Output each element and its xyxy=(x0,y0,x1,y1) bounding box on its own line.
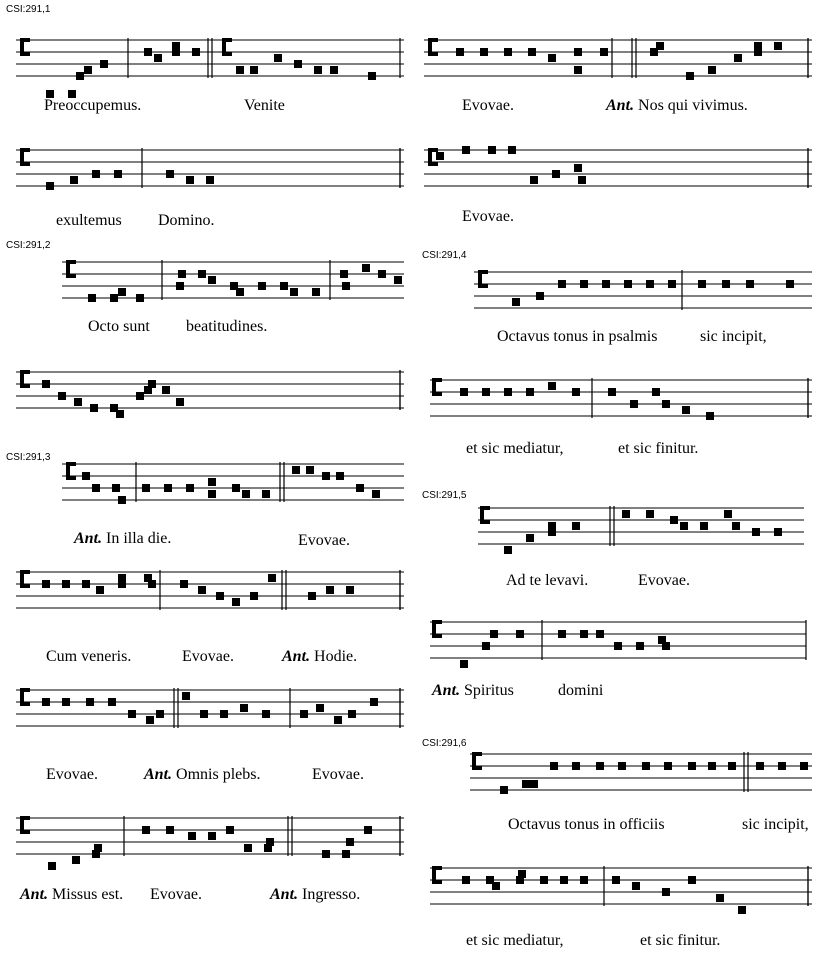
lyric-text: et sic mediatur, xyxy=(466,440,564,457)
lyric-text: Evovae. xyxy=(462,97,514,114)
lyric-text: et sic finitur. xyxy=(640,932,721,949)
lyric-text: domini xyxy=(558,682,604,699)
lyric-text: Ant. Hodie. xyxy=(282,648,358,665)
lyric-text: Evovae. xyxy=(46,766,98,783)
lyric-text: Octo sunt xyxy=(88,318,150,335)
lyric-text: sic incipit, xyxy=(742,816,809,833)
lyric-text: exultemus xyxy=(56,212,122,229)
lyric-text: Evovae. xyxy=(638,572,690,589)
lyric-text: Evovae. xyxy=(312,766,364,783)
reference-label-2: CSI:291,2 xyxy=(6,240,51,251)
reference-label-1: CSI:291,1 xyxy=(6,4,51,15)
lyric-text: Evovae. xyxy=(150,886,202,903)
reference-label-5: CSI:291,5 xyxy=(422,490,467,501)
lyric-text: Evovae. xyxy=(182,648,234,665)
lyric-text: Ant. Omnis plebs. xyxy=(144,766,261,783)
lyric-text: Evovae. xyxy=(462,208,514,225)
lyric-text: Ant. Missus est. xyxy=(20,886,124,903)
lyric-text: Octavus tonus in psalmis xyxy=(497,328,658,345)
reference-label-6: CSI:291,6 xyxy=(422,738,467,749)
lyric-text: Ad te levavi. xyxy=(506,572,589,589)
lyric-text: et sic mediatur, xyxy=(466,932,564,949)
lyric-text: sic incipit, xyxy=(700,328,767,345)
lyric-text: et sic finitur. xyxy=(618,440,699,457)
lyric-text: Ant. Spiritus xyxy=(432,682,514,699)
lyric-text: Evovae. xyxy=(298,532,350,549)
lyric-text: Domino. xyxy=(158,212,215,229)
lyric-text: Preoccupemus. xyxy=(44,97,142,114)
lyric-text: Cum veneris. xyxy=(46,648,132,665)
reference-label-4: CSI:291,4 xyxy=(422,250,467,261)
lyric-text: Ant. Nos qui vivimus. xyxy=(606,97,748,114)
lyric-text: Octavus tonus in officiis xyxy=(508,816,665,833)
lyric-text: beatitudines. xyxy=(186,318,268,335)
reference-label-3: CSI:291,3 xyxy=(6,452,51,463)
lyric-text: Venite xyxy=(244,97,285,114)
lyric-text: Ant. Ingresso. xyxy=(270,886,361,903)
lyric-text: Ant. In illa die. xyxy=(74,530,172,547)
